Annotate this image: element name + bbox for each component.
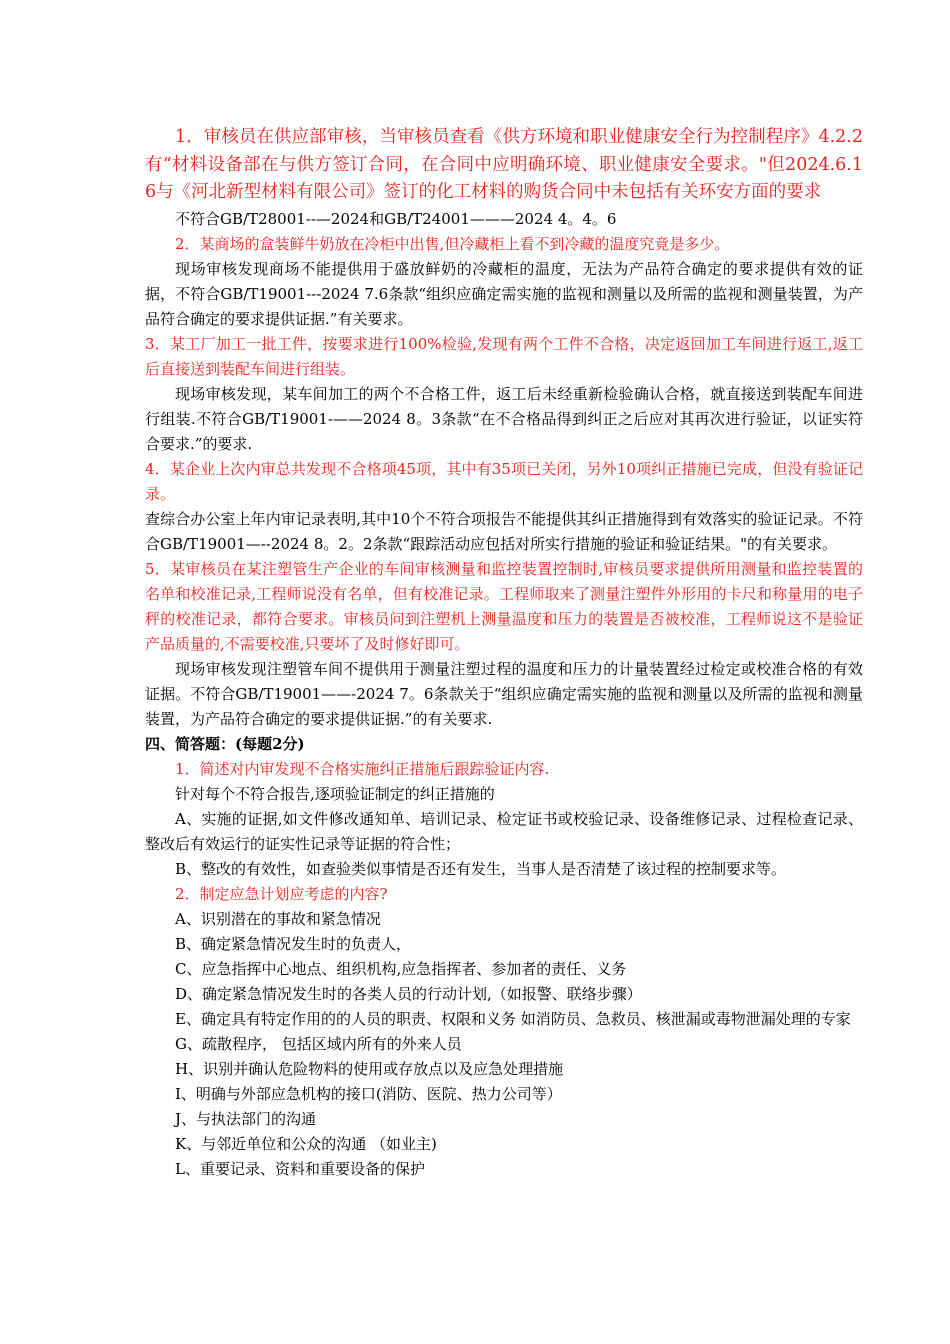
short-answer-2-line: B、确定紧急情况发生时的负责人， [175, 934, 412, 953]
answer-1: 不符合GB/T28001--—2024和GB/T24001———2024 4。4。6 [175, 209, 617, 228]
short-answer-1-line: A、实施的证据,如文件修改通知单、培训记录、检定证书或校验记录、设备维修记录、过程检查记录、整改后有效运行的证实性记录等证据的符合性； [145, 809, 863, 853]
short-answer-2-line: L、重要记录、资料和重要设备的保护 [175, 1159, 425, 1178]
short-answer-2-line: G、疏散程序， 包括区域内所有的外来人员 [175, 1034, 462, 1053]
short-question-2: 2．制定应急计划应考虑的内容? [175, 884, 388, 903]
short-answer-2-line: D、确定紧急情况发生时的各类人员的行动计划,（如报警、联络步骤） [175, 984, 642, 1003]
question-4: 4．某企业上次内审总共发现不合格项45项，其中有35项已关闭，另外10项纠正措施已完成，但没有验证记录。 [145, 459, 863, 503]
short-answer-1-line: 针对每个不符合报告,逐项验证制定的纠正措施的 [175, 784, 495, 803]
short-answer-2-line: C、应急指挥中心地点、组织机构,应急指挥者、参加者的责任、义务 [175, 959, 627, 978]
document-page [145, 124, 863, 1182]
short-answer-2-line: J、与执法部门的沟通 [175, 1109, 317, 1128]
question-3: 3．某工厂加工一批工件，按要求进行100%检验,发现有两个工件不合格，决定返回加工车间进行返工,返工后直接送到装配车间进行组装。 [145, 334, 863, 378]
question-2: 2．某商场的盒装鲜牛奶放在冷柜中出售,但冷藏柜上看不到冷藏的温度究竟是多少。 [175, 234, 730, 253]
question-5: 5．某审核员在某注塑管生产企业的车间审核测量和监控装置控制时,审核员要求提供所用测量和监控装置的名单和校准记录,工程师说没有名单，但有校准记录。工程师取来了测量注塑件外形用的卡尺和称量用的电子秤的校准记录，都符合要求。审核员问到注塑机上测量温度和压力的装置是否被校准，工程师说这不是验证产品质量的,不需要校准,只要坏了及时修好即可。 [145, 559, 863, 653]
answer-3: 现场审核发现，某车间加工的两个不合格工件，返工后未经重新检验确认合格，就直接送到装配车间进行组装.不符合GB/T19001-——2024 8。3条款“在不合格品得到纠正之后应对其再次进行验证，以证实符合要求.”的要求. [145, 384, 863, 453]
short-answer-2-line: I、明确与外部应急机构的接口(消防、医院、热力公司等） [175, 1084, 562, 1103]
short-answer-2-line: A、识别潜在的事故和紧急情况 [175, 909, 381, 928]
short-answer-2-line: E、确定具有特定作用的的人员的职责、权限和义务 如消防员、急救员、核泄漏或毒物泄漏处理的专家 [175, 1009, 851, 1028]
short-answer-2-line: H、识别并确认危险物料的使用或存放点以及应急处理措施 [175, 1059, 564, 1078]
short-answer-2-line: K、与邻近单位和公众的沟通 （如业主) [175, 1134, 437, 1153]
short-answer-1-line: B、整改的有效性，如查验类似事情是否还有发生，当事人是否清楚了该过程的控制要求等。 [175, 859, 787, 878]
answer-4: 查综合办公室上年内审记录表明,其中10个不符合项报告不能提供其纠正措施得到有效落实的验证记录。不符合GB/T19001—--2024 8。2。2条款“跟踪活动应包括对所实行措施的验证和验证结果。"的有关要求。 [145, 509, 863, 553]
answer-5: 现场审核发现注塑管车间不提供用于测量注塑过程的温度和压力的计量装置经过检定或校准合格的有效证据。不符合GB/T19001——-2024 7。6条款关于“组织应确定需实施的监视和测量以及所需的监视和测量装置，为产品符合确定的要求提供证据.”的有关要求. [145, 659, 863, 728]
question-1: 1．审核员在供应部审核，当审核员查看《供方环境和职业健康安全行为控制程序》4.2.2有“材料设备部在与供方签订合同，在合同中应明确环境、职业健康安全要求。"但2024.6.16与《河北新型材料有限公司》签订的化工材料的购货合同中未包括有关环安方面的要求 [145, 127, 863, 202]
short-question-1: 1．简述对内审发现不合格实施纠正措施后跟踪验证内容. [175, 759, 550, 778]
answer-2: 现场审核发现商场不能提供用于盛放鲜奶的冷藏柜的温度，无法为产品符合确定的要求提供有效的证据，不符合GB/T19001---2024 7.6条款“组织应确定需实施的监视和测量以及所需的监视和测量装置，为产品符合确定的要求提供证据.”有关要求。 [145, 259, 863, 328]
section-heading: 四、简答题：(每题2分) [145, 734, 305, 753]
